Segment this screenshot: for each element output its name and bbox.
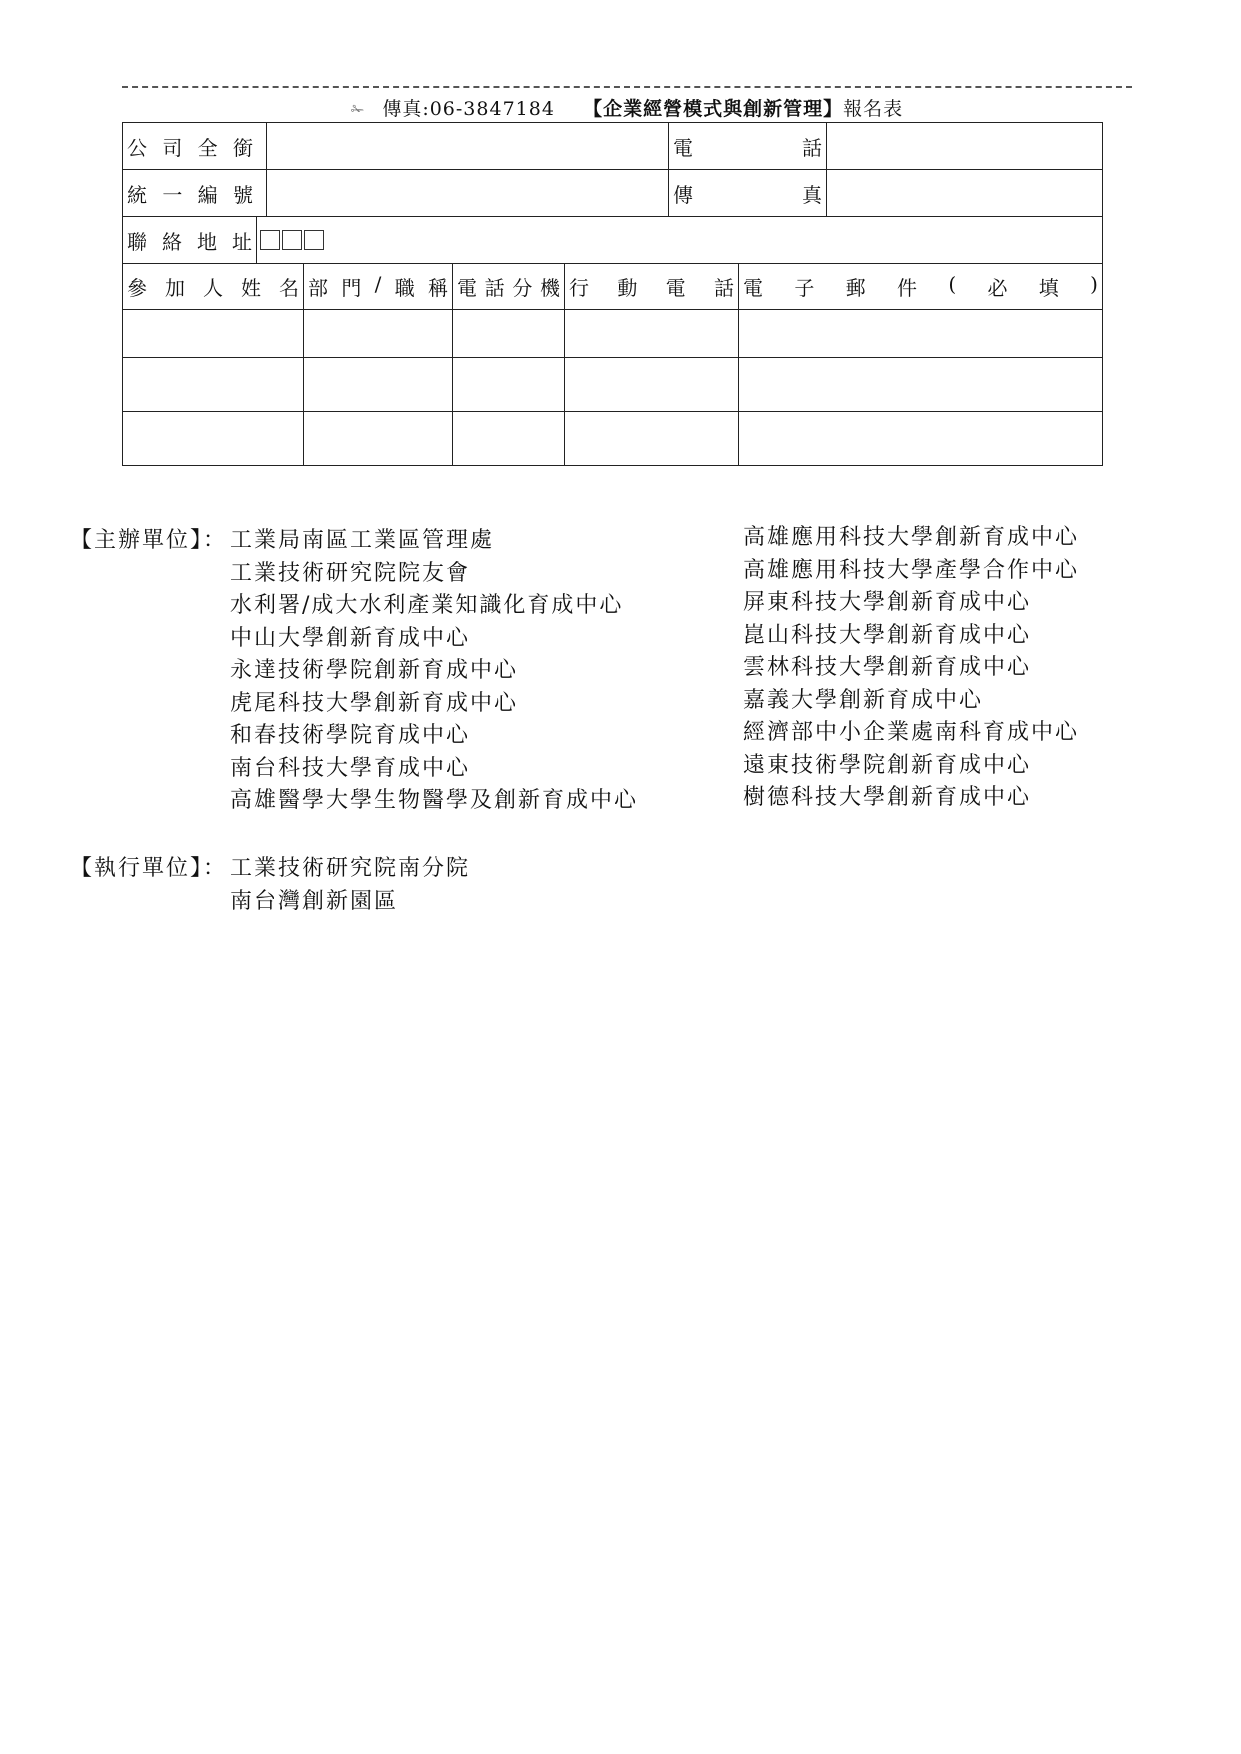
org-item: 高雄醫學大學生物醫學及創新育成中心 xyxy=(230,788,639,813)
tax-id-label xyxy=(123,170,267,217)
course-title: 【企業經營模式與創新管理】 xyxy=(583,98,844,120)
participant-mobile-cell[interactable] xyxy=(565,358,739,412)
label-char: 動 xyxy=(617,276,638,300)
org-item: 樹德科技大學創新育成中心 xyxy=(743,785,1032,810)
org-item: 虎尾科技大學創新育成中心 xyxy=(230,690,519,716)
address-row xyxy=(123,217,1103,264)
participant-ext-cell[interactable] xyxy=(453,310,565,358)
label-char: 名 xyxy=(279,276,299,300)
org-item: 永達技術學院創新育成中心 xyxy=(230,658,519,683)
label-char: 電 xyxy=(743,276,763,300)
org-item: 高雄應用科技大學產學合作中心 xyxy=(743,557,1080,583)
fax-number: 傳真:06-3847184 xyxy=(382,98,555,120)
executors-label: 【執行單位】： xyxy=(70,856,228,881)
label-char: 行 xyxy=(569,276,589,300)
col-dept xyxy=(304,264,453,310)
label-char: / xyxy=(374,272,382,296)
participant-mobile-cell[interactable] xyxy=(565,310,739,358)
participant-row xyxy=(123,412,1103,466)
org-item: 崑山科技大學創新育成中心 xyxy=(743,622,1032,648)
participant-dept-cell[interactable] xyxy=(304,310,453,358)
participant-dept-cell[interactable] xyxy=(304,358,453,412)
scissors-icon: ✁ xyxy=(350,100,366,119)
label-char: 電 xyxy=(457,276,477,300)
participant-dept-cell[interactable] xyxy=(304,412,453,466)
org-item: 雲林科技大學創新育成中心 xyxy=(743,655,1032,680)
participant-email-cell[interactable] xyxy=(739,310,1103,358)
label-char: 公 xyxy=(127,135,147,160)
cut-line xyxy=(122,86,1132,88)
phone-field[interactable] xyxy=(827,123,1102,169)
label-char: 加 xyxy=(165,276,185,300)
executors-list xyxy=(230,853,470,918)
label-char: 子 xyxy=(794,276,815,300)
col-name xyxy=(123,264,304,310)
label-char: 號 xyxy=(232,182,253,207)
form-header xyxy=(122,94,1132,121)
phone-label xyxy=(669,123,827,169)
participant-row xyxy=(123,358,1103,412)
organizers-left-list xyxy=(230,525,638,818)
org-item: 中山大學創新育成中心 xyxy=(230,625,471,651)
participant-ext-cell[interactable] xyxy=(453,358,565,412)
label-char: 絡 xyxy=(162,229,182,254)
fax-label xyxy=(669,170,827,216)
label-char: 參 xyxy=(127,276,147,300)
col-mobile xyxy=(565,264,739,310)
label-char: 編 xyxy=(197,182,218,207)
label-char: 電 xyxy=(673,135,693,160)
postal-code-boxes[interactable] xyxy=(260,230,324,250)
label-char: 分 xyxy=(512,276,533,300)
org-item: 南台灣創新園區 xyxy=(230,888,399,914)
org-item: 嘉義大學創新育成中心 xyxy=(743,687,984,713)
organizers-right-list xyxy=(743,522,1079,815)
label-char: 填 xyxy=(1038,276,1059,300)
participant-header-row xyxy=(123,264,1103,310)
label-char: 銜 xyxy=(232,135,253,160)
form-name: 報名表 xyxy=(843,98,904,120)
tax-id-field[interactable] xyxy=(267,170,669,217)
label-char: 門 xyxy=(341,276,362,300)
label-char: ) xyxy=(1090,272,1098,296)
label-char: 姓 xyxy=(241,276,261,300)
org-item: 工業技術研究院院友會 xyxy=(230,560,471,586)
participant-mobile-cell[interactable] xyxy=(565,412,739,466)
label-char: 機 xyxy=(539,276,560,300)
organizers-label: 【主辦單位】： xyxy=(70,528,228,553)
company-name-field[interactable] xyxy=(267,123,669,170)
label-char: 真 xyxy=(802,182,822,207)
org-item: 水利署/成大水利產業知識化育成中心 xyxy=(230,593,624,618)
label-char: 話 xyxy=(484,276,505,300)
participant-name-cell[interactable] xyxy=(123,358,304,412)
participant-name-cell[interactable] xyxy=(123,412,304,466)
label-char: 全 xyxy=(197,135,218,160)
label-char: 稱 xyxy=(428,276,448,300)
col-email xyxy=(739,264,1103,310)
participant-row xyxy=(123,310,1103,358)
participant-name-cell[interactable] xyxy=(123,310,304,358)
participant-ext-cell[interactable] xyxy=(453,412,565,466)
address-label xyxy=(127,217,257,263)
participant-email-cell[interactable] xyxy=(739,412,1103,466)
address-field[interactable] xyxy=(123,217,1103,264)
label-char: 必 xyxy=(987,276,1008,300)
org-item: 遠東技術學院創新育成中心 xyxy=(743,752,1032,778)
org-item: 工業局南區工業區管理處 xyxy=(230,528,495,553)
company-row xyxy=(123,123,1103,170)
label-char: 件 xyxy=(896,276,917,300)
registration-table xyxy=(122,122,1103,466)
company-name-label xyxy=(123,123,267,170)
org-item: 屏東科技大學創新育成中心 xyxy=(743,590,1032,615)
org-item: 高雄應用科技大學創新育成中心 xyxy=(743,525,1080,550)
org-item: 南台科技大學育成中心 xyxy=(230,755,471,781)
org-item: 工業技術研究院南分院 xyxy=(230,856,471,881)
org-item: 經濟部中小企業處南科育成中心 xyxy=(743,720,1080,745)
label-char: 人 xyxy=(203,276,223,300)
label-char: 聯 xyxy=(127,229,147,254)
label-char: 址 xyxy=(232,229,252,254)
label-char: 司 xyxy=(162,135,183,160)
fax-field[interactable] xyxy=(827,170,1102,216)
label-char: 話 xyxy=(713,276,734,300)
label-char: 一 xyxy=(162,182,183,207)
participant-email-cell[interactable] xyxy=(739,358,1103,412)
label-char: 郵 xyxy=(845,276,866,300)
label-char: 職 xyxy=(394,276,415,300)
label-char: 地 xyxy=(197,229,217,254)
col-ext xyxy=(453,264,565,310)
tax-id-row xyxy=(123,170,1103,217)
label-char: 傳 xyxy=(673,182,693,207)
org-item: 和春技術學院育成中心 xyxy=(230,723,471,748)
label-char: 電 xyxy=(665,276,686,300)
label-char: 話 xyxy=(802,135,822,160)
label-char: ( xyxy=(948,272,957,296)
label-char: 統 xyxy=(127,182,147,207)
label-char: 部 xyxy=(308,276,328,300)
